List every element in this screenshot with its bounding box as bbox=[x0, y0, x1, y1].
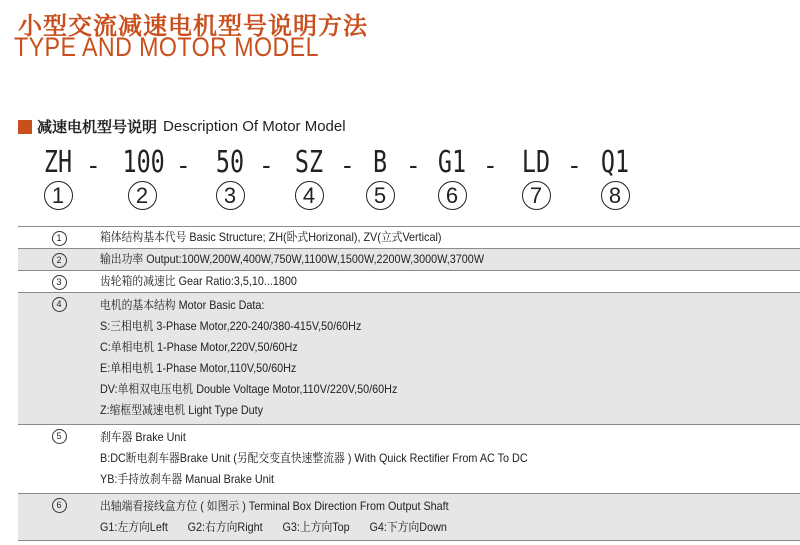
code-text: SZ bbox=[294, 145, 324, 180]
code-text: 50 bbox=[215, 145, 245, 180]
code-separator: - bbox=[486, 150, 495, 180]
section-title-cn: 减速电机型号说明 bbox=[37, 119, 158, 136]
row-text: 出轴端看接线盒方位 ( 如图示 ) Terminal Box Direction From Output Shaft bbox=[100, 499, 449, 513]
code-index-circle: 2 bbox=[128, 181, 157, 210]
row-text: 电机的基本结构 Motor Basic Data: bbox=[100, 298, 265, 312]
code-index-circle: 1 bbox=[44, 181, 73, 210]
row-index-circle: 5 bbox=[52, 429, 67, 444]
row-text: 箱体结构基本代号 Basic Structure; ZH(卧式Horizonal), ZV(立式Vertical) bbox=[100, 230, 442, 244]
row-index-circle: 6 bbox=[52, 498, 67, 513]
code-segment-7 bbox=[514, 145, 558, 210]
code-index-circle: 3 bbox=[216, 181, 245, 210]
code-segment-6 bbox=[432, 145, 472, 210]
code-segment-4 bbox=[288, 145, 330, 210]
code-separator: - bbox=[343, 150, 352, 180]
table-row bbox=[18, 249, 800, 271]
row-text: DV:单相双电压电机 Double Voltage Motor,110V/220V,50/60Hz bbox=[100, 382, 398, 396]
code-separator: - bbox=[409, 150, 418, 180]
code-segment-8 bbox=[593, 145, 637, 210]
section-header bbox=[18, 116, 346, 137]
table-row bbox=[18, 494, 800, 541]
code-index-circle: 8 bbox=[601, 181, 630, 210]
option-g3: G3:上方向Top bbox=[282, 520, 350, 534]
code-index-circle: 4 bbox=[295, 181, 324, 210]
section-square-icon bbox=[18, 120, 32, 134]
option-g4: G4:下方向Down bbox=[369, 520, 447, 534]
code-text: LD bbox=[521, 145, 551, 180]
table-row bbox=[18, 293, 800, 425]
code-segment-1 bbox=[38, 145, 78, 210]
code-text: G1 bbox=[437, 145, 467, 180]
code-text: B bbox=[372, 145, 388, 180]
row-index-circle: 4 bbox=[52, 297, 67, 312]
row-text: C:单相电机 1-Phase Motor,220V,50/60Hz bbox=[100, 340, 298, 354]
option-g1: G1:左方向Left bbox=[100, 520, 168, 534]
table-row bbox=[18, 425, 800, 494]
row-text: YB:手持放刹车器 Manual Brake Unit bbox=[100, 472, 275, 486]
spec-table bbox=[18, 226, 800, 541]
code-separator: - bbox=[570, 150, 579, 180]
row-text: Z:缩框型减速电机 Light Type Duty bbox=[100, 403, 264, 417]
code-segment-2 bbox=[117, 145, 167, 210]
row-text: 齿轮箱的减速比 Gear Ratio:3,5,10...1800 bbox=[100, 274, 297, 288]
row-text: S:三相电机 3-Phase Motor,220-240/380-415V,50/60Hz bbox=[100, 319, 362, 333]
row-index-circle: 2 bbox=[52, 253, 67, 268]
code-segment-3 bbox=[210, 145, 250, 210]
table-row bbox=[18, 271, 800, 293]
code-text: ZH bbox=[43, 145, 73, 180]
code-segment-5 bbox=[365, 145, 395, 210]
code-index-circle: 7 bbox=[522, 181, 551, 210]
row-index-circle: 1 bbox=[52, 231, 67, 246]
row-text: E:单相电机 1-Phase Motor,110V,50/60Hz bbox=[100, 361, 297, 375]
page-title-cn: 小型交流减速电机型号说明方法 bbox=[18, 13, 368, 40]
row-text: B:DC断电刹车器Brake Unit (另配交变直快速整流器 ) With Quick Rectifier From AC To DC bbox=[100, 451, 528, 465]
row-index-circle: 3 bbox=[52, 275, 67, 290]
row-text: 输出功率 Output:100W,200W,400W,750W,1100W,1500W,2200W,3000W,3700W bbox=[100, 252, 485, 266]
table-row bbox=[18, 227, 800, 249]
code-text: 100 bbox=[122, 145, 165, 180]
code-separator: - bbox=[179, 150, 188, 180]
option-g2: G2:右方向Right bbox=[187, 520, 263, 534]
code-separator: - bbox=[89, 150, 98, 180]
code-separator: - bbox=[262, 150, 271, 180]
row-text: 刹车器 Brake Unit bbox=[100, 430, 186, 444]
page-title-en: TYPE AND MOTOR MODEL bbox=[14, 32, 319, 62]
code-index-circle: 6 bbox=[438, 181, 467, 210]
terminal-box-options bbox=[100, 517, 730, 538]
code-index-circle: 5 bbox=[366, 181, 395, 210]
section-title-en: Description Of Motor Model bbox=[163, 118, 346, 135]
code-text: Q1 bbox=[600, 145, 630, 180]
